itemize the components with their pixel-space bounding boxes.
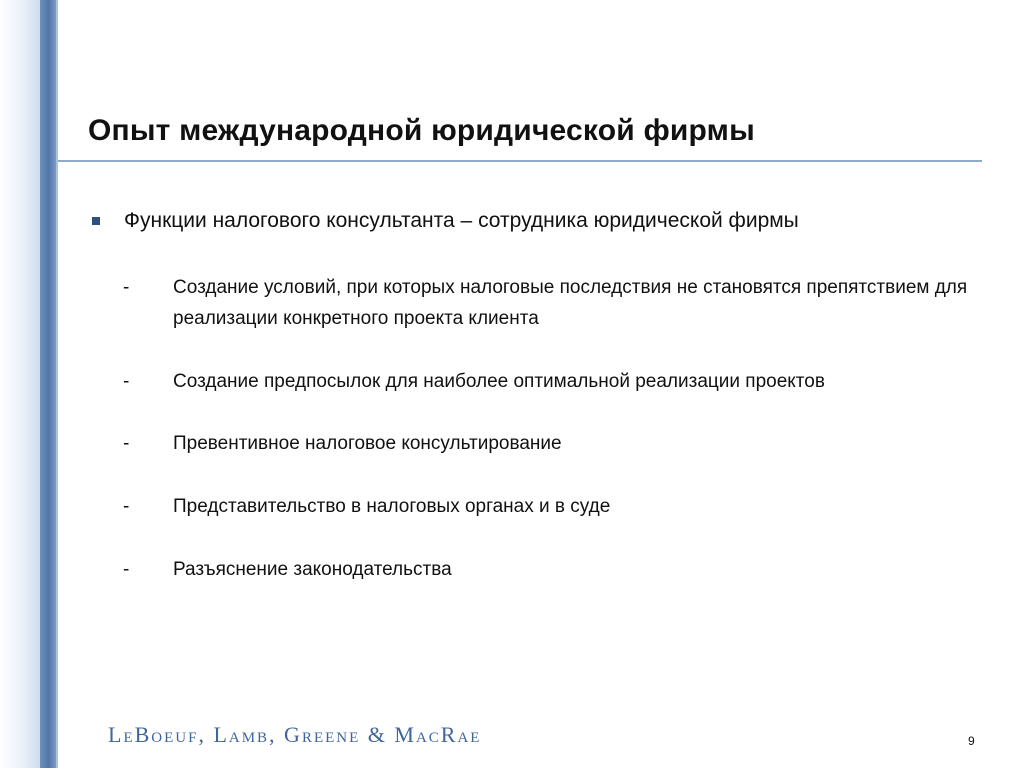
- sub-item: [123, 554, 973, 585]
- dash-marker: -: [123, 496, 130, 517]
- sub-item: [123, 491, 973, 522]
- sub-item-text: Разъяснение законодательства: [173, 559, 452, 580]
- dash-marker: -: [123, 559, 130, 580]
- dash-marker: -: [123, 277, 130, 298]
- sub-item-text: Представительство в налоговых органах и в суде: [173, 496, 611, 517]
- firm-logo: LeBoeuf, Lamb, Greene & MacRae: [108, 722, 482, 747]
- page-number: 9: [968, 734, 975, 748]
- dash-marker: -: [123, 371, 130, 392]
- main-bullet-text: Функции налогового консультанта – сотрудника юридической фирмы: [124, 209, 799, 232]
- sub-item: [123, 272, 973, 334]
- square-bullet-icon: [92, 217, 100, 225]
- sub-item-text: Создание предпосылок для наиболее оптимальной реализации проектов: [173, 371, 825, 392]
- sub-item-text: Превентивное налоговое консультирование: [173, 433, 562, 454]
- sub-item-text: Создание условий, при которых налоговые последствия не становятся препятствием для реализации конкретного проекта клиента: [173, 277, 968, 329]
- sub-item: [123, 366, 973, 397]
- slide-title: Опыт международной юридической фирмы: [88, 114, 755, 147]
- left-accent-bar: [40, 0, 56, 768]
- dash-marker: -: [123, 433, 130, 454]
- sub-item: [123, 428, 973, 459]
- main-bullet: [88, 209, 799, 233]
- title-divider: [58, 160, 982, 162]
